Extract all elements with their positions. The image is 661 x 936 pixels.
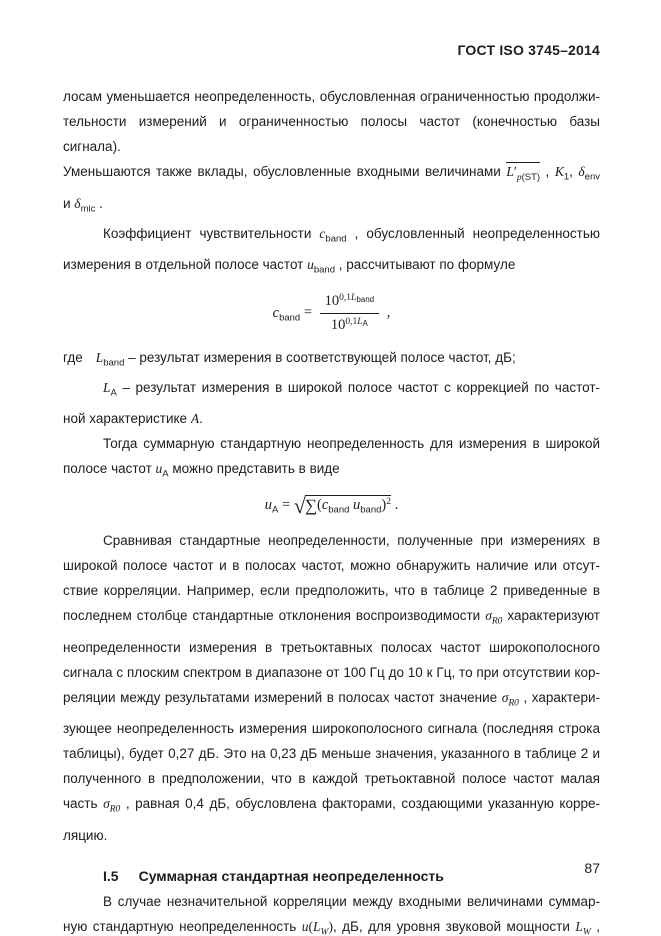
para-summary	[63, 889, 600, 936]
text-line: широкой полосе частот и в полосах частот, можно обнаружить наличие или отсут-	[63, 558, 600, 574]
math-Lp-ST	[506, 162, 541, 183]
text-line: тельности измерений и ограниченностью полосы частот (конечностью базы сигнала).	[63, 114, 600, 154]
text-segment: L	[575, 918, 583, 934]
text-segment: δ	[74, 195, 81, 211]
sum-sign: ∑	[304, 496, 317, 516]
text-segment	[339, 293, 374, 303]
radical-sign: √	[293, 493, 306, 519]
math-u-band	[307, 256, 335, 275]
math-L-A	[103, 380, 117, 399]
text-segment: L	[351, 293, 357, 303]
text-segment: u	[301, 918, 309, 934]
text-segment: 10	[324, 293, 340, 309]
text-segment: R0	[491, 616, 503, 627]
text-segment: 0,1	[339, 293, 352, 303]
text-line: и $\delta_{mic}$ .	[63, 195, 103, 214]
text-segment: 0,1	[345, 317, 358, 328]
text-line: часть $\sigma_{R0}$ , равная 0,4 дБ, обусловлена факторами, создающими указанную корре-	[63, 796, 601, 815]
math-sigma-R0	[485, 608, 503, 627]
section-number: I.5	[103, 867, 119, 884]
math-sigma-R0	[501, 689, 519, 709]
text-segment: band	[356, 295, 375, 304]
math-sigma-R0	[103, 796, 121, 815]
text-segment: u	[155, 460, 163, 476]
text-segment: =	[278, 497, 294, 514]
text-segment: A	[271, 504, 279, 516]
text-line: В случае незначительной корреляции между входными величинами суммар-	[103, 893, 600, 909]
text-segment: 1	[563, 171, 570, 183]
para-sensitivity	[63, 221, 600, 282]
text-segment: u	[264, 497, 272, 514]
text-segment: A	[362, 319, 368, 329]
text-line: последнем столбце стандартные отклонения воспроизводимости $\sigma_{R0}$ характеризуют	[63, 608, 600, 627]
text-line: лосам уменьшается неопределенность, обусловленная ограниченностью продолжи-	[63, 89, 600, 104]
text-segment: band	[328, 504, 350, 516]
text-line: Уменьшаются также вклады, обусловленные входными величинами $L'_{p(ST)}$ , $K_1$, $\delta_{env}$	[63, 164, 600, 183]
text-segment: c	[272, 304, 280, 321]
text-line: где $L_{band}$ – результат измерения в соответствующей полосе частот, дБ;	[63, 349, 516, 369]
text-segment: L	[103, 380, 111, 396]
fraction	[320, 292, 379, 335]
text-segment: W	[582, 927, 591, 936]
para-where	[63, 345, 600, 431]
text-segment: L	[506, 164, 514, 179]
text-line: ную стандартную неопределенность $u(L_W)$, дБ, для уровня звуковой мощности $L_W$ ,	[63, 918, 600, 936]
math-delta-env	[578, 164, 600, 183]
text-segment: c	[321, 497, 329, 514]
text-segment: band	[360, 504, 382, 516]
text-segment	[356, 295, 374, 304]
math-c-band	[272, 304, 301, 324]
text-segment: band	[103, 357, 125, 369]
text-segment: 2	[386, 497, 391, 508]
text-segment: L	[95, 349, 104, 365]
text-line: реляции между результатами измерений в полосах частот значение $\sigma_{R0}$ , характери-	[63, 689, 600, 709]
formula-c-band	[63, 282, 600, 345]
text-segment	[363, 319, 368, 328]
text-segment: A	[110, 387, 117, 399]
text-line: ляцию.	[63, 827, 108, 843]
document-body	[63, 84, 600, 936]
text-segment: (	[308, 918, 314, 934]
text-segment: env	[584, 171, 600, 183]
text-segment: u	[307, 256, 314, 272]
text-segment: band	[313, 264, 335, 275]
text-segment: ′	[513, 164, 517, 179]
radicand	[304, 495, 391, 516]
text-line: Тогда суммарную стандартную неопределенность для измерения в широкой	[103, 435, 600, 451]
text-segment: L	[313, 918, 321, 934]
text-segment: R0	[508, 698, 519, 709]
section-title: Суммарная стандартная неопределенность	[138, 867, 444, 884]
text-segment: )	[328, 918, 333, 934]
text-line: измерения в отдельной полосе частот $u_{band}$ , рассчитывают по формуле	[63, 256, 516, 275]
text-segment: R0	[109, 804, 121, 815]
text-segment: ,	[383, 304, 391, 321]
text-segment	[345, 317, 368, 327]
text-segment: =	[300, 304, 316, 321]
text-line: Коэффициент чувствительности $c_{band}$ , обусловленный неопределенностью	[103, 226, 601, 245]
text-segment: (	[316, 497, 322, 514]
text-line: $L_A$ – результат измерения в широкой полосе частот с коррекцией по частот-	[103, 380, 600, 399]
text-segment: (ST)	[521, 171, 541, 183]
text-line: Сравнивая стандартные неопределенности, полученные при измерениях в	[103, 533, 600, 549]
text-segment: σ	[103, 796, 110, 812]
text-segment: σ	[485, 608, 492, 624]
text-segment: L	[357, 317, 363, 328]
math-L-band	[95, 349, 125, 369]
text-line: полосе частот $u_A$ можно представить в виде	[63, 460, 340, 480]
text-line: ствие корреляции. Например, если предположить, что в таблице 2 приведенные в	[63, 583, 600, 599]
math-c-band	[319, 226, 347, 245]
text-segment: K	[554, 164, 564, 179]
text-line	[63, 282, 600, 345]
math-u-LW	[302, 919, 333, 934]
math-u-A	[155, 460, 169, 480]
text-segment	[517, 172, 540, 183]
para-continuation	[63, 84, 600, 221]
math-LW	[575, 919, 590, 934]
text-line: сигнала с плоским спектром в диапазоне от 100 Гц до 10 к Гц, то при отсутствии кор-	[63, 664, 600, 680]
text-segment: A	[162, 468, 169, 480]
text-segment: .	[391, 497, 399, 514]
text-line: ной характеристике A.	[63, 410, 203, 426]
math-K1	[554, 164, 570, 183]
running-header: ГОСТ ISO 3745–2014	[457, 42, 600, 58]
text-segment: mic	[80, 203, 96, 214]
text-segment: p	[516, 172, 522, 183]
para-then	[63, 431, 600, 487]
para-comparison	[63, 528, 600, 848]
text-line	[63, 486, 600, 528]
text-segment: u	[353, 497, 361, 514]
text-segment: W	[320, 927, 329, 936]
text-segment: c	[319, 226, 326, 241]
text-line: полученного в предположении, что в каждой третьоктавной полосе частот малая	[63, 771, 600, 787]
text-line: таблицы), будет 0,27 дБ. Это на 0,23 дБ меньше значения, указанного в таблице 2 и	[63, 746, 600, 762]
text-segment: band	[325, 233, 347, 245]
text-segment: A	[190, 410, 200, 426]
text-line: зующее неопределенность измерения широкополосного сигнала (последняя строка	[63, 721, 600, 737]
text-line: неопределенности измерения в третьоктавных полосах частот широкополосного	[63, 639, 600, 655]
text-segment: δ	[578, 164, 585, 179]
text-segment	[320, 314, 379, 334]
text-segment: σ	[501, 689, 509, 705]
math-u-A	[264, 497, 279, 516]
formula-u-A	[63, 486, 600, 528]
text-segment: 10	[330, 317, 346, 334]
text-segment	[320, 292, 379, 314]
text-segment: )	[381, 497, 387, 514]
page-number: 87	[584, 860, 600, 876]
text-segment: band	[279, 312, 301, 324]
